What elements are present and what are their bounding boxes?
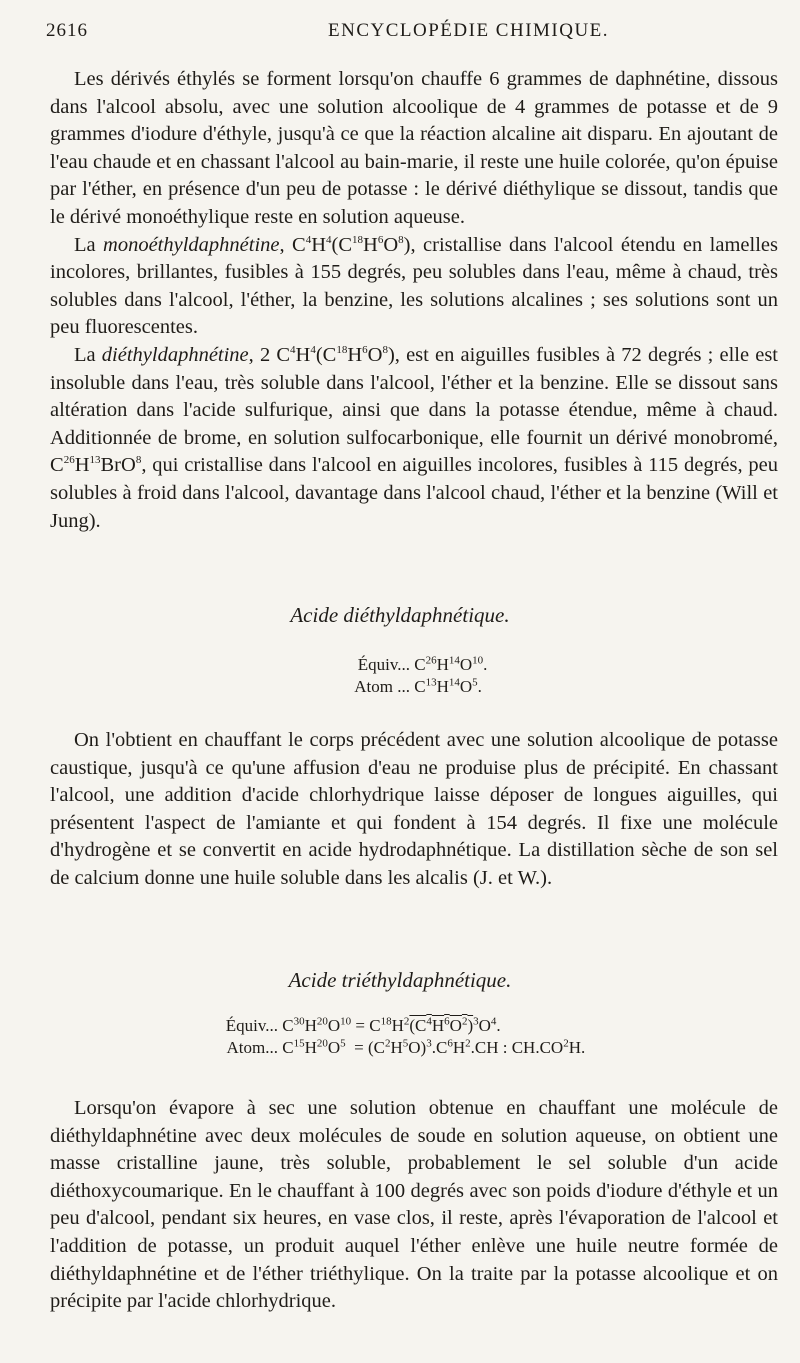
atom-label: Atom... [226,1038,278,1057]
page-number: 2616 [46,20,88,41]
page-header [46,20,770,48]
running-head: ENCYCLOPÉDIE CHIMIQUE. [328,20,610,41]
formula-inline: $C^{26}H^{13}BrO^8$ [50,454,142,477]
paragraph-ethyl-derivatives: Les dérivés éthylés se forment lorsqu'on chauffe 6 grammes de daphnétine, dissous dans l'alcool absolu, avec une solution alcoolique de 4 grammes de potasse et de 9 grammes d'iodure d'éthyle, jusqu'à ce que la réaction alcaline ait disparu. En ajoutant de l'eau chaude et en chassant l'alcool au bain-marie, il reste une huile colorée, qu'on épuise par l'éther, en présence d'un peu de potasse : le dérivé diéthylique se dissout, tandis que le dérivé monoéthylique reste en solution aqueuse. [50,68,778,228]
body-text-middle [50,727,778,893]
formula-block-triethyl: Équiv... $C^{30}H^{20}O^{10} = C^{18}H^2(C^4H^6O^2)^3O^4$. Atom... $C^{15}H^{20}O^5 = (C^2H^5O)^3.C^6H^2.CH$ : $CH.CO^2H$. [190,1015,585,1059]
term-diethyldaphnetine: diéthyldaphnétine [101,343,249,366]
section-title-diethyldaphnetic-acid: Acide diéthyldaphnétique. [290,603,510,627]
formula-inline: , $C^4H^4(C^{18}H^6O^8)$ [279,233,411,256]
section-title-triethyldaphnetic-acid: Acide triéthyldaphnétique. [288,968,512,992]
term-monoethyldaphnetine: monoéthyldaphnétine [103,233,280,256]
equiv-label: Équiv... [357,655,410,674]
paragraph-preparation: On l'obtient en chauffant le corps précédent avec une solution alcoolique de potasse caustique, jusqu'à ce qu'une affusion d'eau ne produise plus de précipité. En chassant l'alcool, une addition d'acide chlorhydrique laisse déposer de longues aiguilles, qui présentent l'aspect de l'amiante et qui fondent à 154 degrés. Il fixe une molécule d'hydrogène et se convertit en acide hydrodaphnétique. La distillation sèche de son sel de calcium donne une huile soluble dans les alcalis (J. et W.). [50,729,778,889]
formula-block-diethyl: Équiv... $C^{26}H^{14}O^{10}$. Atom ... $C^{13}H^{14}O^5$. [275,654,487,698]
paragraph-evaporation: Lorsqu'on évapore à sec une solution obtenue en chauffant une molécule de diéthyldaphnétine avec deux molécules de soude en solution aqueuse, on obtient une masse cristalline jaune, très soluble, probablement le sel soluble d'un acide diéthoxycoumarique. En le chauffant à 100 degrés avec son poids d'iodure d'éthyle et un peu d'alcool, pendant six heures, en vase clos, il reste, après l'évaporation de l'alcool et l'addition de potasse, un produit auquel l'éther enlève une huile neutre formée de diéthyldaphnétine et de l'éther triéthylique. On la traite par la potasse alcoolique et on précipite par l'acide chlorhydrique. [50,1097,778,1313]
paragraph-monoethyldaphnetine: La monoéthyldaphnétine, $C^4H^4(C^{18}H^6O^8)$, cristallise dans l'alcool étendu en lamelles incolores, brillantes, fusibles à 155 degrés, peu solubles dans l'eau, même à chaud, très solubles dans l'alcool, l'éther, la benzine, les solutions alcalines ; ses solutions sont un peu fluorescentes. [50,233,778,339]
atom-label: Atom ... [354,677,410,696]
formula-inline: , 2 $C^4H^4(C^{18}H^6O^8)$ [248,343,395,366]
body-text-top [50,66,778,535]
paragraph-diethyldaphnetine: La diéthyldaphnétine, 2 $C^4H^4(C^{18}H^6O^8)$, est en aiguilles fusibles à 72 degrés ; elle est insoluble dans l'eau, très soluble dans l'alcool, l'éther et la benzine. Elle se dissout sans altération dans l'acide sulfurique, ainsi que dans la potasse étendue, même à chaud. Additionnée de brome, en solution sulfocarbonique, elle fournit un dérivé monobromé, $C^{26}H^{13}BrO^8$, qui cristallise dans l'alcool en aiguilles incolores, fusibles à 115 degrés, peu solubles à froid dans l'alcool, davantage dans l'alcool chaud, l'éther et la benzine (Will et Jung). [50,343,778,532]
body-text-bottom [50,1095,778,1316]
equiv-label: Équiv... [225,1016,278,1035]
